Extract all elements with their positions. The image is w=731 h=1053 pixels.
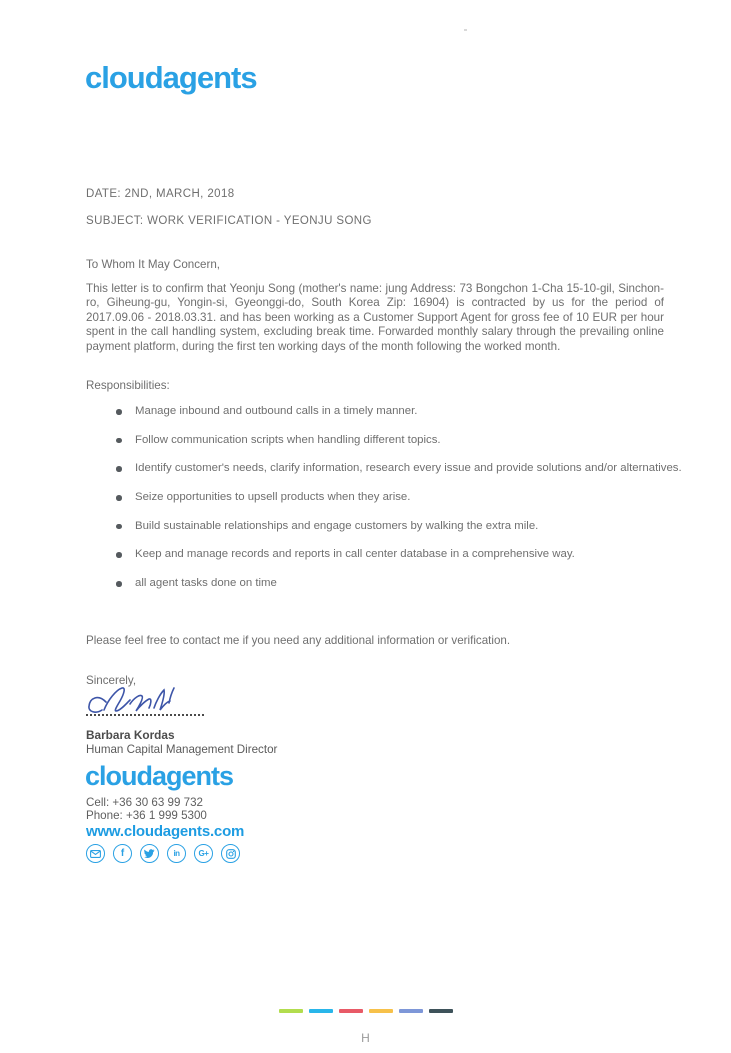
responsibilities-label: Responsibilities: <box>86 379 170 392</box>
responsibility-item: Manage inbound and outbound calls in a timely manner. <box>135 406 682 418</box>
dash-red <box>339 1009 363 1013</box>
letter-body-paragraph: This letter is to confirm that Yeonju Song (mother's name: jung Address: 73 Bongchon 1-Cha 15-10-gil, Sinchon-ro, Giheung-gu, Yongin-si, Gyeonggi-do, South Korea Zip: 16904) is contracted by us for the period of 2017.09.06 - 2018.03.31. and has been working as a Customer Support Agent for gross fee of 10 EUR per hour spent in the call handling system, excluding break time. Forwarded monthly salary through the prevailing online payment platform, during the first ten working days of the month following the worked month. <box>86 282 664 353</box>
signer-name: Barbara Kordas <box>86 728 175 742</box>
responsibility-item: Keep and manage records and reports in call center database in a comprehensive way. <box>135 549 682 561</box>
twitter-icon[interactable] <box>140 844 159 863</box>
responsibility-item: all agent tasks done on time <box>135 578 682 590</box>
responsibility-item: Seize opportunities to upsell products when they arise. <box>135 492 682 504</box>
social-icons-row <box>86 844 240 863</box>
responsibility-item: Identify customer's needs, clarify information, research every issue and provide solutions and/or alternatives. <box>135 462 682 475</box>
responsibility-item: Follow communication scripts when handling different topics. <box>135 435 682 447</box>
salutation: To Whom It May Concern, <box>86 258 221 271</box>
dash-slate <box>429 1009 453 1013</box>
dash-blue <box>309 1009 333 1013</box>
dash-green <box>279 1009 303 1013</box>
signature-line <box>86 714 204 716</box>
responsibility-item: Build sustainable relationships and engage customers by walking the extra mile. <box>135 521 682 533</box>
scan-artifact <box>464 29 467 31</box>
email-icon[interactable] <box>86 844 105 863</box>
dash-periwinkle <box>399 1009 423 1013</box>
page-mark: H <box>361 1031 370 1045</box>
signoff: Sincerely, <box>86 674 137 687</box>
signer-title: Human Capital Management Director <box>86 743 278 756</box>
dash-yellow <box>369 1009 393 1013</box>
phone-number: Phone: +36 1 999 5300 <box>86 809 207 822</box>
website-link[interactable]: www.cloudagents.com <box>86 823 245 840</box>
footer-color-dashes <box>0 1009 731 1013</box>
linkedin-icon[interactable]: in <box>167 844 186 863</box>
googleplus-icon[interactable]: G+ <box>194 844 213 863</box>
responsibilities-list <box>135 406 682 607</box>
instagram-icon[interactable] <box>221 844 240 863</box>
company-logo: cloudagents <box>85 60 257 95</box>
footer-company-logo: cloudagents <box>85 761 234 791</box>
facebook-icon[interactable]: f <box>113 844 132 863</box>
closing-line: Please feel free to contact me if you need any additional information or verification. <box>86 634 511 647</box>
date-line: DATE: 2ND, MARCH, 2018 <box>86 188 235 200</box>
subject-line: SUBJECT: WORK VERIFICATION - YEONJU SONG <box>86 215 372 227</box>
cell-number: Cell: +36 30 63 99 732 <box>86 796 203 809</box>
